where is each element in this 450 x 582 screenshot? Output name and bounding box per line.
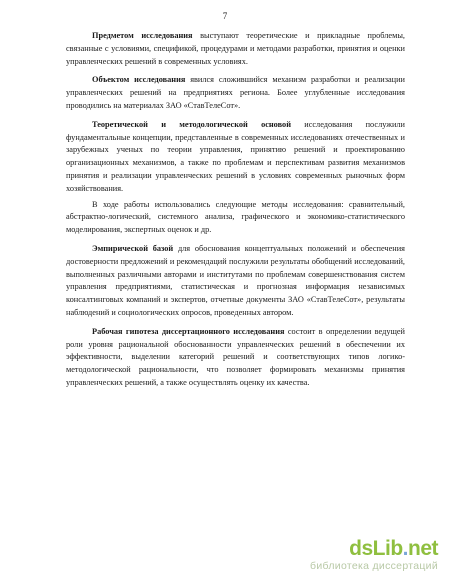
paragraph-text: В ходе работы использовались следующие методы исследования: сравнительный, абстрактно-логический, системного анализа, графического и экономико-статистического моделирования, экспертных оценок и др. — [66, 199, 405, 235]
watermark-logo-tld: net — [408, 537, 438, 560]
paragraph-object — [66, 74, 405, 112]
paragraph-text: состоит в определении ведущей роли уровня рациональной обоснованности управленческих решений в обеспечении их эффективности, выделении категорий решений и соответствующих типов логико-методологической рациональности, что позволяет формировать механизмы принятия управленческих решений, а также осуществлять оценку их качества. — [66, 326, 405, 387]
page-number: 7 — [222, 11, 228, 21]
paragraph-term: Рабочая гипотеза диссертационного исследования — [92, 326, 285, 336]
paragraph-term: Объектом исследования — [92, 75, 186, 85]
watermark-caption: библиотека диссертаций — [310, 560, 438, 572]
watermark-wordmark — [310, 538, 438, 560]
paragraph-hypothesis — [66, 326, 405, 390]
watermark-logo-dot: . — [402, 537, 408, 560]
paragraph-text: явился сложившийся механизм разработки и реализации управленческих решений на предприятиях региона. Более углубленные исследования проводились на материалах ЗАО «СтавТелеСот». — [66, 75, 405, 110]
paragraph-term: Предметом исследования — [92, 31, 193, 40]
paragraph-methods — [66, 199, 405, 237]
paragraph-text: исследования послужили фундаментальные концепции, представленные в современных исследованиях отечественных и зарубежных ученых по теории управления, принятию решений и проектированию организационных механизмов, а также по проблемам и перспективам развития механизмов принятия и реализации управленческих решений в условиях современных рыночных форм хозяйствования. — [66, 119, 405, 193]
document-body — [66, 30, 405, 396]
paragraph-term: Теоретической и методологической основой — [92, 119, 291, 129]
paragraph-subject — [66, 30, 405, 68]
watermark-logo — [310, 538, 438, 572]
paragraph-methodology — [66, 119, 405, 196]
paragraph-empirical-base — [66, 243, 405, 320]
paragraph-term: Эмпирической базой — [92, 243, 174, 253]
paragraph-text: для обоснования концептуальных положений и обеспечения достоверности предложений и рекомендаций послужили результаты обобщений исследований, выполненных различными авторами и институтами по проблемам совершенствования систем управления предприятиями, статистическая и прогнозная информация независимых консалтинговых компаний и экспертов, отчетные документы ЗАО «СтавТелеСот», результаты наблюдений и социологических опросов, проведенных автором. — [66, 243, 405, 317]
paragraph-text: выступают теоретические и прикладные проблемы, связанные с условиями, спецификой, процедурами и методами разработки, принятия и оценки управленческих решений в современных условиях. — [66, 31, 406, 66]
watermark-logo-main: dsLib — [349, 537, 403, 560]
